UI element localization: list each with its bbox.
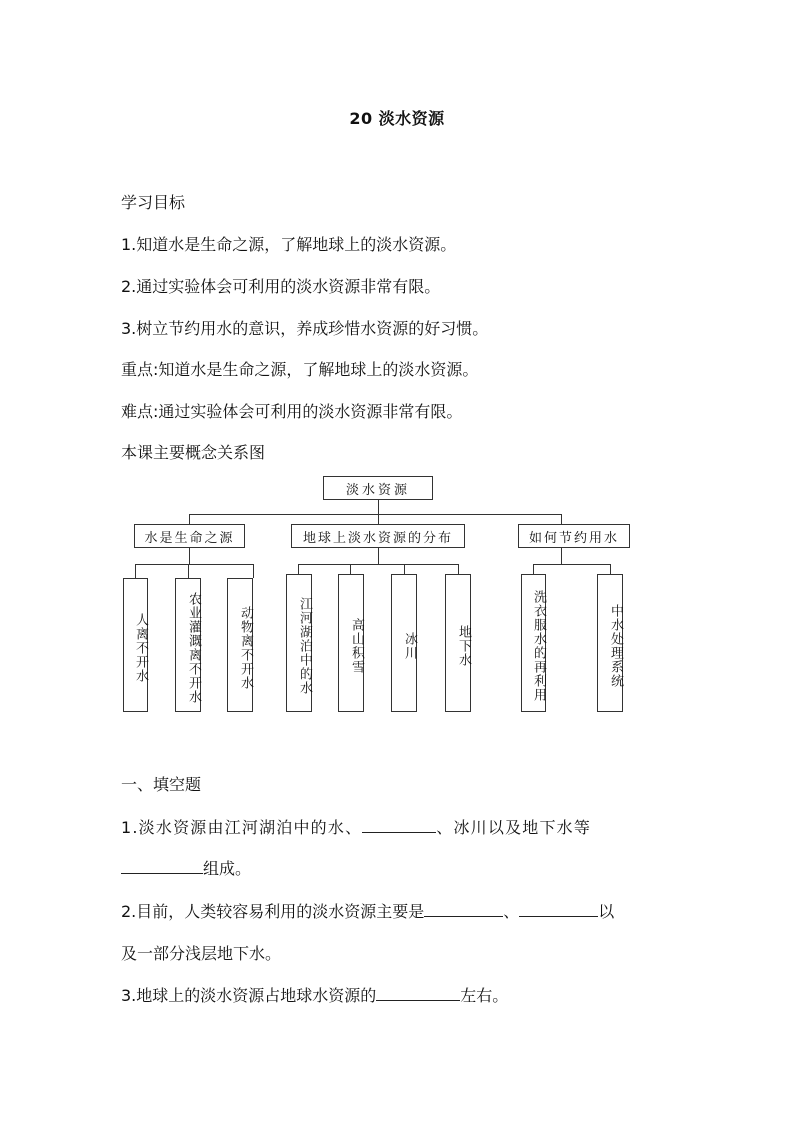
question-1-line-2 (121, 856, 251, 879)
objective-item-1: 1.知道水是生命之源，了解地球上的淡水资源。 (121, 235, 457, 254)
answer-blank-3[interactable] (424, 900, 503, 917)
answer-blank-5[interactable] (376, 984, 460, 1001)
question-1-text-a: 1.淡水资源由江河湖泊中的水、 (121, 818, 363, 837)
concept-branch-1: 水是生命之源 (134, 524, 245, 548)
concept-leaf-2-3: 冰川 (391, 574, 417, 712)
question-2-text-b: 、 (503, 902, 520, 921)
concept-leaf-2-1: 江河湖泊中的水 (286, 574, 312, 712)
concept-leaf-2-2: 高山积雪 (338, 574, 364, 712)
question-1-line-1 (121, 815, 591, 838)
objective-item-2: 2.通过实验体会可利用的淡水资源非常有限。 (121, 277, 441, 296)
question-3-text-b: 左右。 (460, 986, 509, 1005)
answer-blank-2[interactable] (121, 857, 203, 874)
concept-leaf-1-3: 动物离不开水 (227, 578, 253, 712)
concept-leaf-2-4: 地下水 (445, 574, 471, 712)
difficult-point: 难点:通过实验体会可利用的淡水资源非常有限。 (121, 402, 463, 421)
concept-branch-3: 如何节约用水 (518, 524, 630, 548)
concept-leaf-3-1: 洗衣服水的再利用 (521, 574, 546, 712)
question-2-text-c: 以 (598, 902, 615, 921)
question-1-text-b: 、冰川以及地下水等 (436, 818, 592, 837)
objectives-heading: 学习目标 (121, 193, 186, 212)
answer-blank-4[interactable] (519, 900, 598, 917)
concept-root: 淡水资源 (323, 476, 433, 500)
key-point: 重点:知道水是生命之源，了解地球上的淡水资源。 (121, 360, 479, 379)
question-3-text-a: 3.地球上的淡水资源占地球水资源的 (121, 986, 377, 1005)
concept-leaf-1-1: 人离不开水 (123, 578, 148, 712)
objective-item-3: 3.树立节约用水的意识，养成珍惜水资源的好习惯。 (121, 319, 489, 338)
page-title: 20 淡水资源 (349, 109, 445, 128)
answer-blank-1[interactable] (362, 816, 436, 833)
question-1-text-c: 组成。 (203, 859, 252, 878)
concept-leaf-3-2: 中水处理系统 (597, 574, 623, 712)
concept-map-heading: 本课主要概念关系图 (121, 443, 266, 462)
concept-branch-2: 地球上淡水资源的分布 (291, 524, 465, 548)
question-3-line (121, 983, 508, 1006)
concept-leaf-1-2: 农业灌溉离不开水 (175, 578, 201, 712)
question-2-text-a: 2.目前，人类较容易利用的淡水资源主要是 (121, 902, 425, 921)
question-2-line-1 (121, 899, 614, 922)
fill-blank-heading: 一、填空题 (121, 775, 202, 794)
concept-map (120, 470, 640, 720)
question-2-line-2: 及一部分浅层地下水。 (121, 944, 282, 963)
